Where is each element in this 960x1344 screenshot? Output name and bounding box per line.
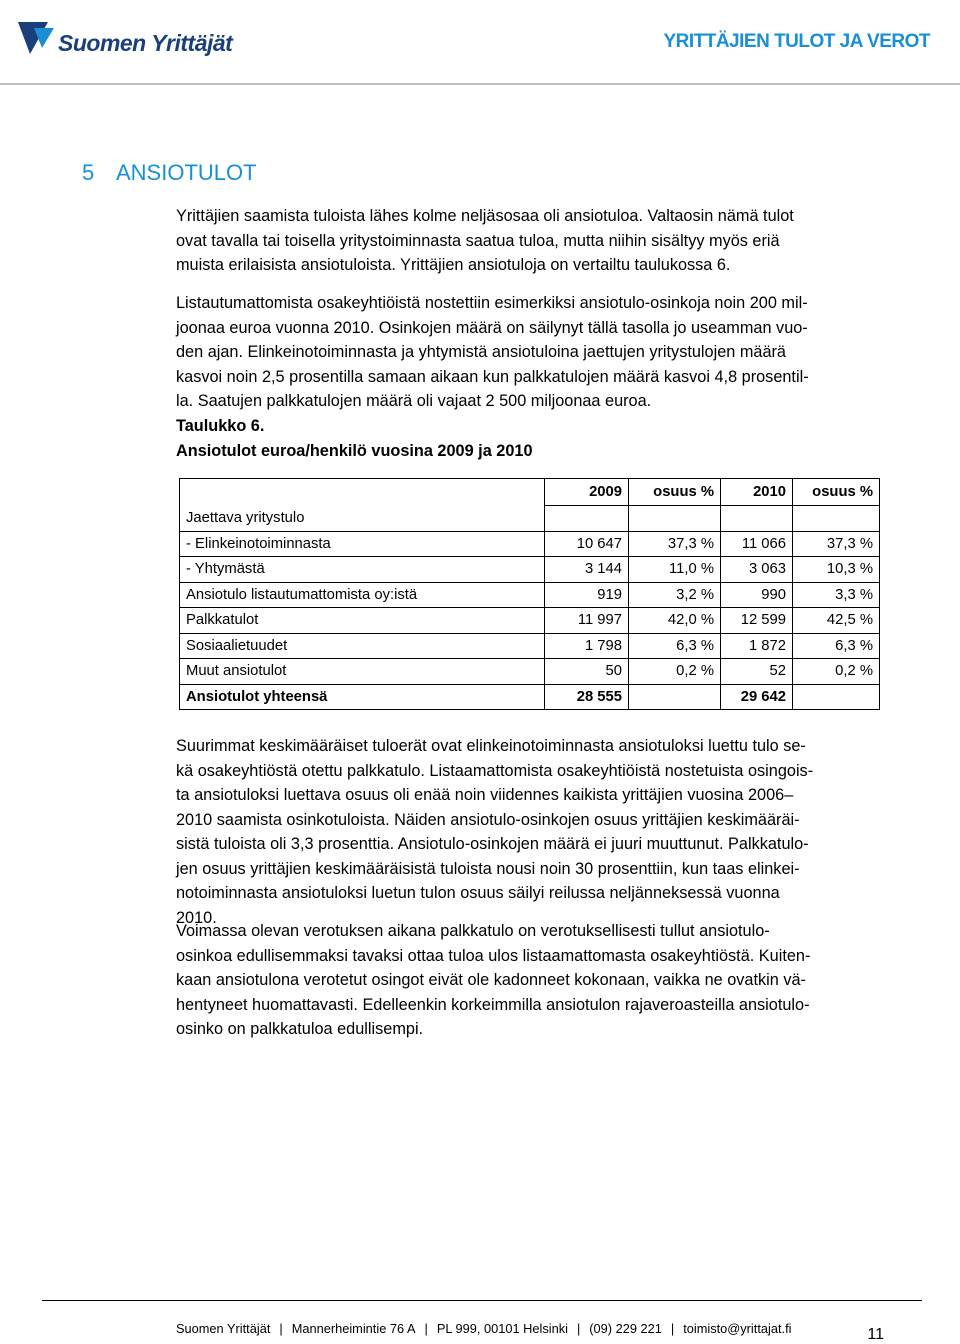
share-2010: 0,2 %: [793, 659, 880, 685]
logo-mark-icon: [18, 20, 56, 56]
share-2009: 0,2 %: [629, 659, 721, 685]
text-line: Suurimmat keskimääräiset tuloerät ovat elinkeinotoiminnasta ansiotuloksi luettu tulo se-: [176, 737, 806, 755]
footer-phone: (09) 229 221: [589, 1321, 662, 1336]
text-line: ovat tavalla tai toisella yritystoiminnasta saatua tuloa, mutta niihin sisältyy myös eriä: [176, 231, 780, 250]
share-2009: 3,2 %: [629, 582, 721, 608]
table-group-row: [180, 506, 880, 532]
value-2010: 52: [721, 659, 793, 685]
paragraph-dividends: [176, 291, 896, 414]
table-row: [180, 633, 880, 659]
value-2010: 1 872: [721, 633, 793, 659]
row-label: Muut ansiotulot: [180, 659, 545, 685]
text-line: joonaa euroa vuonna 2010. Osinkojen määrä on säilynyt tällä tasolla jo useamman vuo-: [176, 318, 808, 337]
footer-email[interactable]: toimisto@yrittajat.fi: [683, 1321, 792, 1336]
text-line: notoiminnasta ansiotuloksi luetun tulon osuus säilyi reilussa neljänneksessä vuonna: [176, 884, 780, 902]
table-cell: [721, 506, 793, 532]
paragraph-taxation: [176, 919, 896, 1042]
total-2009: 28 555: [545, 684, 629, 710]
text-line: hentyneet huomattavasti. Edelleenkin korkeimmilla ansiotulon rajaveroasteilla ansiotulo-: [176, 995, 810, 1014]
row-label: - Elinkeinotoiminnasta: [180, 531, 545, 557]
suomen-yrittajat-logo: [18, 18, 233, 62]
paragraph-largest-items: [176, 734, 896, 930]
share-2009: 37,3 %: [629, 531, 721, 557]
section-number: 5: [82, 160, 95, 185]
value-2010: 990: [721, 582, 793, 608]
share-2010: 6,3 %: [793, 633, 880, 659]
table-cell: [629, 506, 721, 532]
text-line: osinko on palkkatuloa edullisempi.: [176, 1020, 424, 1038]
value-2009: 1 798: [545, 633, 629, 659]
share-2009: 42,0 %: [629, 608, 721, 634]
text-line: den ajan. Elinkeinotoiminnasta ja yhtymistä ansiotuloina jaettujen yritystulojen määrä: [176, 343, 786, 361]
table-row: [180, 608, 880, 634]
table-total-row: [180, 684, 880, 710]
footer-divider: [42, 1300, 922, 1301]
logo-text: Suomen Yrittäjät: [58, 30, 233, 56]
footer-street: Mannerheimintie 76 A: [291, 1321, 416, 1336]
text-line: jen osuus yrittäjien keskimääräisistä tuloista nousi noin 30 prosenttiin, kun taas elinkei-: [176, 859, 800, 878]
value-2010: 11 066: [721, 531, 793, 557]
header-divider: [0, 83, 960, 85]
table-row: [180, 582, 880, 608]
value-2009: 3 144: [545, 557, 629, 583]
value-2010: 12 599: [721, 608, 793, 634]
text-line: sistä tuloista oli 3,3 prosenttia. Ansiotulo-osinkojen määrä ei juuri muuttunut. Palkkatulo-: [176, 835, 809, 853]
text-line: muista erilaisista ansiotuloista. Yrittäjien ansiotuloja on vertailtu taulukossa 6.: [176, 256, 731, 274]
text-line: 2010.: [176, 908, 217, 927]
text-line: osinkoa edullisemmaksi tavaksi ottaa tuloa ulos listaamattomasta osakeyhtiöstä. Kuiten-: [176, 946, 811, 965]
document-title: YRITTÄJIEN TULOT JA VEROT: [663, 31, 930, 52]
table-title: Ansiotulot euroa/henkilö vuosina 2009 ja 2010: [176, 441, 533, 460]
value-2009: 919: [545, 582, 629, 608]
table-cell: [793, 684, 880, 710]
value-2009: 10 647: [545, 531, 629, 557]
text-line: kasvoi noin 2,5 prosentilla samaan aikaan kun palkkatulojen määrä kasvoi 4,8 prosentil-: [176, 367, 809, 386]
row-label: Ansiotulo listautumattomista oy:istä: [180, 582, 545, 608]
text-line: Listautumattomista osakeyhtiöistä nostettiin esimerkiksi ansiotulo-osinkoja noin 200 mil-: [176, 294, 808, 312]
column-header: 2010: [721, 479, 793, 506]
total-2010: 29 642: [721, 684, 793, 710]
footer-separator: |: [576, 1321, 581, 1336]
footer-separator: |: [424, 1321, 428, 1336]
share-2009: 6,3 %: [629, 633, 721, 659]
paragraph-intro: [176, 204, 896, 278]
table-row: [180, 659, 880, 685]
share-2010: 3,3 %: [793, 582, 880, 608]
column-header: osuus %: [629, 479, 721, 506]
table-cell: [793, 506, 880, 532]
table-caption: [176, 414, 896, 463]
column-header: 2009: [545, 479, 629, 506]
page-number: 11: [867, 1326, 884, 1343]
share-2009: 11,0 %: [629, 557, 721, 583]
text-line: kaan ansiotulona verotetut osingot eivät ole kadonneet kokonaan, vaikka ne ovatkin vä-: [176, 971, 806, 989]
table-row: [180, 531, 880, 557]
text-line: kä osakeyhtiöstä otettu palkkatulo. Listaamattomista osakeyhtiöistä nostetuista osingois-: [176, 761, 814, 780]
share-2010: 10,3 %: [793, 557, 880, 583]
total-label: Ansiotulot yhteensä: [180, 684, 545, 710]
value-2009: 50: [545, 659, 629, 685]
share-2010: 42,5 %: [793, 608, 880, 634]
column-header: osuus %: [793, 479, 880, 506]
row-label: Sosiaalietuudet: [180, 633, 545, 659]
table-header-row: [180, 479, 880, 506]
footer-postal: PL 999, 00101 Helsinki: [436, 1321, 568, 1336]
table-cell: [545, 506, 629, 532]
text-line: 2010 saamista osinkotuloista. Näiden ansiotulo-osinkojen osuus yrittäjien keskimääräi-: [176, 810, 800, 829]
footer-org: Suomen Yrittäjät: [176, 1321, 271, 1336]
table-cell: [629, 684, 721, 710]
group-label: Jaettava yritystulo: [180, 506, 545, 532]
income-table: [179, 478, 880, 710]
text-line: la. Saatujen palkkatulojen määrä oli vajaat 2 500 miljoonaa euroa.: [176, 392, 652, 410]
table-row: [180, 557, 880, 583]
text-line: ta ansiotuloksi luettava osuus oli enää noin viidennes kaikista yrittäjien vuosina 2006–: [176, 786, 794, 804]
text-line: Yrittäjien saamista tuloista lähes kolme neljäsosaa oli ansiotuloa. Valtaosin nämä tulot: [176, 207, 794, 225]
page-header: [0, 0, 960, 84]
value-2010: 3 063: [721, 557, 793, 583]
value-2009: 11 997: [545, 608, 629, 634]
share-2010: 37,3 %: [793, 531, 880, 557]
page-footer: [176, 1321, 791, 1336]
footer-separator: |: [279, 1321, 283, 1336]
table-corner-cell: [180, 479, 545, 506]
section-title: ANSIOTULOT: [116, 160, 257, 185]
text-line: Voimassa olevan verotuksen aikana palkkatulo on verotuksellisesti tullut ansiotulo-: [176, 922, 770, 940]
footer-separator: |: [670, 1321, 675, 1336]
section-heading: [82, 160, 257, 186]
table-label: Taulukko 6.: [176, 417, 265, 435]
row-label: Palkkatulot: [180, 608, 545, 634]
row-label: - Yhtymästä: [180, 557, 545, 583]
